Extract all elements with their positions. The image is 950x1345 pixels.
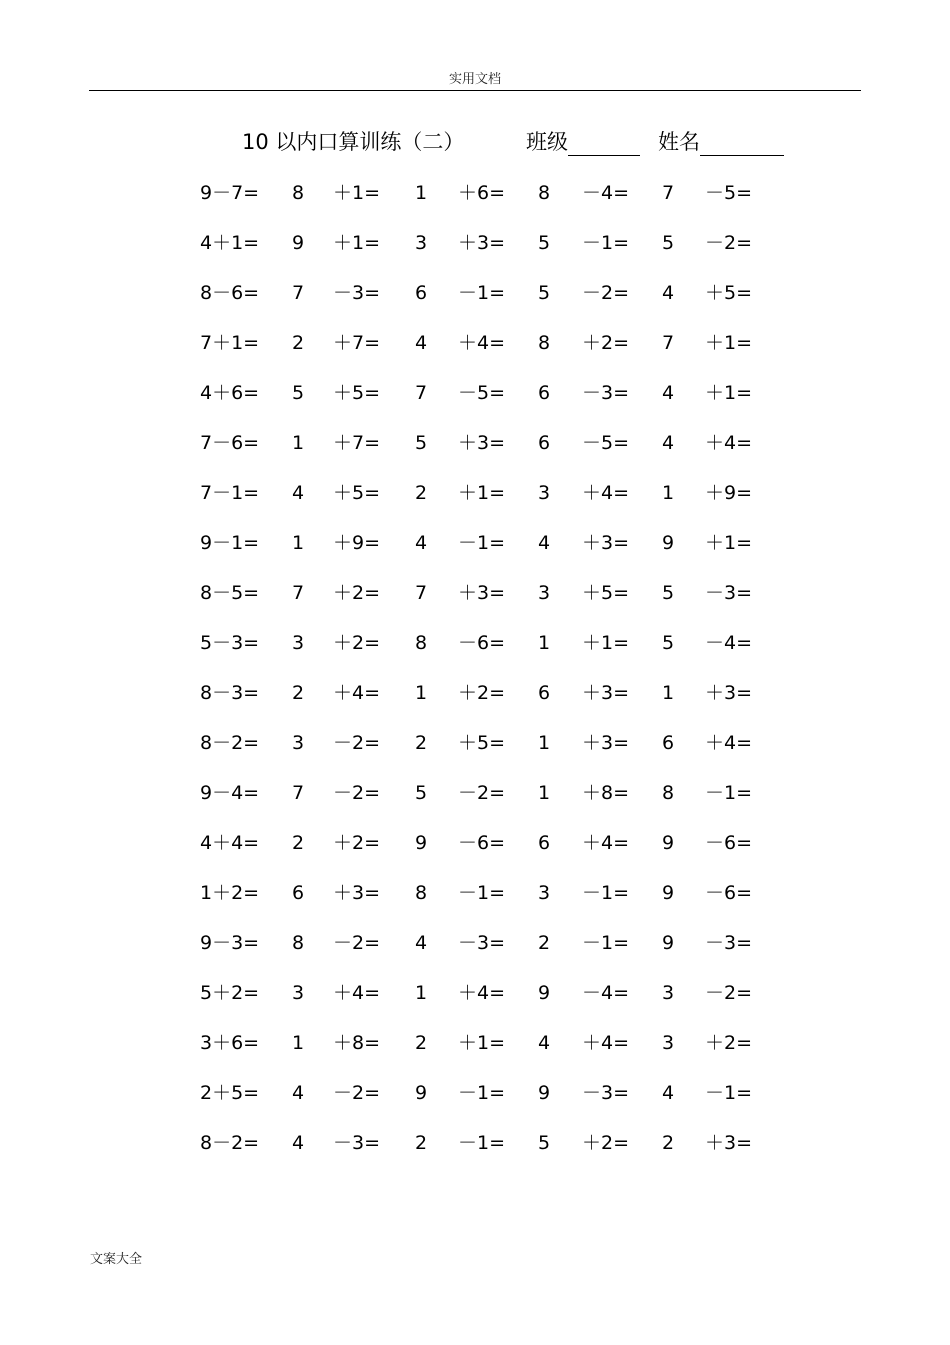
exercise-cell: 8: [662, 782, 675, 804]
class-blank-line: [568, 129, 640, 156]
exercise-cell: 8－5=: [200, 582, 260, 604]
exercise-cell: －6=: [705, 882, 753, 904]
exercise-cell: 7: [292, 282, 305, 304]
exercise-cell: ＋4=: [333, 682, 381, 704]
exercise-cell: 5: [415, 432, 428, 454]
exercise-cell: 2: [292, 832, 305, 854]
exercise-cell: －3=: [705, 932, 753, 954]
exercise-row: [0, 1078, 950, 1108]
exercise-cell: 1: [662, 482, 675, 504]
exercise-cell: 5: [415, 782, 428, 804]
exercise-row: [0, 378, 950, 408]
exercise-cell: 8－6=: [200, 282, 260, 304]
exercise-cell: 8: [415, 632, 428, 654]
exercise-cell: 4: [662, 432, 675, 454]
exercise-cell: 5: [292, 382, 305, 404]
exercise-cell: 7: [292, 782, 305, 804]
exercise-cell: －1=: [458, 282, 506, 304]
exercise-cell: －4=: [582, 182, 630, 204]
page-footer: 文案大全: [90, 1252, 143, 1267]
exercise-cell: 7: [662, 332, 675, 354]
exercise-cell: 4: [415, 332, 428, 354]
exercise-cell: 1: [415, 982, 428, 1004]
exercise-cell: ＋5=: [705, 282, 753, 304]
exercise-cell: ＋1=: [705, 382, 753, 404]
exercise-cell: －1=: [705, 1082, 753, 1104]
exercise-cell: ＋2=: [458, 682, 506, 704]
exercise-row: [0, 628, 950, 658]
exercise-cell: 7: [415, 382, 428, 404]
exercise-cell: －4=: [582, 982, 630, 1004]
exercise-cell: 9: [538, 982, 551, 1004]
exercise-cell: 6: [538, 382, 551, 404]
exercise-cell: 1: [415, 682, 428, 704]
exercise-cell: ＋4=: [582, 1032, 630, 1054]
exercise-cell: 6: [292, 882, 305, 904]
exercise-cell: －4=: [705, 632, 753, 654]
exercise-cell: ＋3=: [333, 882, 381, 904]
exercise-cell: 5＋2=: [200, 982, 260, 1004]
exercise-cell: 2: [538, 932, 551, 954]
exercise-cell: －2=: [333, 782, 381, 804]
exercise-row: [0, 928, 950, 958]
exercise-cell: ＋5=: [333, 382, 381, 404]
exercise-cell: －3=: [582, 382, 630, 404]
exercise-cell: －3=: [705, 582, 753, 604]
exercise-cell: 1: [538, 632, 551, 654]
exercise-cell: 8－2=: [200, 732, 260, 754]
exercise-cell: 2: [292, 682, 305, 704]
exercise-cell: 2: [415, 482, 428, 504]
exercise-cell: 5: [538, 282, 551, 304]
exercise-cell: －6=: [458, 832, 506, 854]
exercise-row: [0, 1028, 950, 1058]
exercise-cell: ＋1=: [582, 632, 630, 654]
exercise-cell: 4: [662, 1082, 675, 1104]
exercise-cell: ＋2=: [333, 632, 381, 654]
exercise-cell: 8－2=: [200, 1132, 260, 1154]
exercise-cell: 3: [292, 632, 305, 654]
exercise-cell: －2=: [705, 982, 753, 1004]
exercise-cell: －1=: [582, 932, 630, 954]
exercise-cell: 5: [662, 632, 675, 654]
exercise-cell: 5－3=: [200, 632, 260, 654]
exercise-cell: －5=: [582, 432, 630, 454]
exercise-cell: 9: [292, 232, 305, 254]
exercise-cell: ＋6=: [458, 182, 506, 204]
exercise-cell: 5: [538, 1132, 551, 1154]
exercise-cell: －6=: [705, 832, 753, 854]
exercise-cell: ＋2=: [333, 582, 381, 604]
exercise-cell: ＋4=: [458, 332, 506, 354]
exercise-cell: ＋7=: [333, 332, 381, 354]
exercise-cell: 9: [662, 882, 675, 904]
exercise-cell: 9: [662, 932, 675, 954]
exercise-cell: 8: [538, 332, 551, 354]
exercise-cell: 5: [538, 232, 551, 254]
exercise-cell: 7: [662, 182, 675, 204]
exercise-cell: ＋3=: [705, 682, 753, 704]
exercise-cell: 8: [292, 182, 305, 204]
exercise-cell: 5: [662, 232, 675, 254]
exercise-cell: 9－4=: [200, 782, 260, 804]
exercise-cell: ＋9=: [333, 532, 381, 554]
exercise-cell: 8－3=: [200, 682, 260, 704]
exercise-cell: 3: [415, 232, 428, 254]
exercise-cell: ＋9=: [705, 482, 753, 504]
exercise-cell: ＋1=: [458, 482, 506, 504]
exercise-cell: ＋3=: [458, 432, 506, 454]
worksheet-title: 10 以内口算训练（二）: [242, 130, 465, 154]
exercise-cell: 4＋1=: [200, 232, 260, 254]
exercise-cell: －1=: [582, 882, 630, 904]
exercise-cell: 7－1=: [200, 482, 260, 504]
exercise-row: [0, 328, 950, 358]
exercise-cell: 4: [538, 1032, 551, 1054]
exercise-cell: ＋1=: [705, 332, 753, 354]
exercise-cell: 5: [662, 582, 675, 604]
exercise-cell: ＋3=: [458, 582, 506, 604]
exercise-cell: 1: [662, 682, 675, 704]
exercise-row: [0, 878, 950, 908]
exercise-cell: 6: [662, 732, 675, 754]
exercise-cell: 3＋6=: [200, 1032, 260, 1054]
exercise-row: [0, 428, 950, 458]
exercise-cell: ＋2=: [333, 832, 381, 854]
exercise-row: [0, 478, 950, 508]
exercise-cell: 1: [415, 182, 428, 204]
exercise-cell: 1＋2=: [200, 882, 260, 904]
exercise-cell: －3=: [333, 1132, 381, 1154]
exercise-cell: 9: [662, 832, 675, 854]
exercise-cell: 4: [662, 382, 675, 404]
exercise-cell: 1: [538, 732, 551, 754]
exercise-cell: 3: [538, 482, 551, 504]
exercise-cell: 6: [538, 682, 551, 704]
exercise-cell: －1=: [458, 1082, 506, 1104]
page-header: 实用文档: [448, 72, 501, 87]
exercise-cell: 9－3=: [200, 932, 260, 954]
exercise-cell: 3: [662, 1032, 675, 1054]
exercise-row: [0, 528, 950, 558]
exercise-cell: 7－6=: [200, 432, 260, 454]
exercise-cell: 2: [415, 1132, 428, 1154]
exercise-cell: －1=: [458, 1132, 506, 1154]
exercise-cell: 1: [538, 782, 551, 804]
exercise-cell: 4: [538, 532, 551, 554]
exercise-cell: ＋7=: [333, 432, 381, 454]
exercise-cell: 2: [292, 332, 305, 354]
exercise-cell: 9: [415, 832, 428, 854]
exercise-cell: 8: [415, 882, 428, 904]
exercise-cell: 6: [538, 832, 551, 854]
exercise-cell: ＋5=: [458, 732, 506, 754]
exercise-cell: ＋3=: [705, 1132, 753, 1154]
exercise-cell: ＋4=: [705, 432, 753, 454]
exercise-cell: ＋1=: [705, 532, 753, 554]
exercise-row: [0, 828, 950, 858]
name-blank-line: [700, 129, 784, 156]
exercise-cell: －2=: [333, 1082, 381, 1104]
exercise-cell: －2=: [458, 782, 506, 804]
exercise-cell: 1: [292, 532, 305, 554]
exercise-cell: 8: [292, 932, 305, 954]
class-field: [526, 128, 640, 156]
exercise-cell: －2=: [705, 232, 753, 254]
exercise-cell: 9－1=: [200, 532, 260, 554]
exercise-cell: 4: [292, 1132, 305, 1154]
exercise-cell: 9－7=: [200, 182, 260, 204]
exercise-cell: 3: [538, 882, 551, 904]
exercise-cell: 9: [662, 532, 675, 554]
exercise-cell: 4: [292, 1082, 305, 1104]
exercise-cell: 2: [415, 1032, 428, 1054]
exercise-cell: －1=: [582, 232, 630, 254]
exercise-cell: ＋4=: [333, 982, 381, 1004]
class-label: 班级: [526, 130, 568, 154]
exercise-cell: －5=: [705, 182, 753, 204]
exercise-cell: 8: [538, 182, 551, 204]
exercise-row: [0, 1128, 950, 1158]
exercise-cell: 9: [415, 1082, 428, 1104]
exercise-cell: －3=: [582, 1082, 630, 1104]
exercise-cell: －1=: [458, 532, 506, 554]
exercise-cell: ＋1=: [458, 1032, 506, 1054]
exercise-cell: ＋2=: [582, 1132, 630, 1154]
exercise-cell: －2=: [582, 282, 630, 304]
header-divider: [89, 90, 861, 91]
exercise-cell: 4＋4=: [200, 832, 260, 854]
exercise-cell: 6: [415, 282, 428, 304]
exercise-cell: －2=: [333, 932, 381, 954]
exercise-cell: －6=: [458, 632, 506, 654]
exercise-cell: －5=: [458, 382, 506, 404]
exercise-cell: 6: [538, 432, 551, 454]
exercise-row: [0, 778, 950, 808]
exercise-cell: ＋1=: [333, 182, 381, 204]
exercise-cell: ＋3=: [582, 682, 630, 704]
exercise-cell: 4＋6=: [200, 382, 260, 404]
exercise-cell: 7: [415, 582, 428, 604]
exercise-cell: 2: [662, 1132, 675, 1154]
exercise-cell: －3=: [333, 282, 381, 304]
exercise-cell: －3=: [458, 932, 506, 954]
exercise-cell: －1=: [705, 782, 753, 804]
exercise-row: [0, 728, 950, 758]
exercise-cell: 7: [292, 582, 305, 604]
exercise-cell: ＋4=: [582, 482, 630, 504]
exercise-cell: ＋3=: [582, 732, 630, 754]
name-label: 姓名: [658, 130, 700, 154]
exercise-cell: 2: [415, 732, 428, 754]
exercise-cell: 9: [538, 1082, 551, 1104]
exercise-cell: 3: [292, 732, 305, 754]
exercise-cell: ＋2=: [582, 332, 630, 354]
exercise-cell: ＋8=: [333, 1032, 381, 1054]
name-field: [658, 128, 784, 156]
exercise-row: [0, 278, 950, 308]
exercise-cell: ＋5=: [333, 482, 381, 504]
exercise-cell: ＋2=: [705, 1032, 753, 1054]
exercise-cell: ＋3=: [582, 532, 630, 554]
exercise-row: [0, 178, 950, 208]
exercise-cell: 4: [292, 482, 305, 504]
exercise-row: [0, 578, 950, 608]
exercise-cell: 7＋1=: [200, 332, 260, 354]
exercise-cell: ＋5=: [582, 582, 630, 604]
exercise-row: [0, 678, 950, 708]
exercise-cell: ＋4=: [458, 982, 506, 1004]
exercise-cell: ＋4=: [705, 732, 753, 754]
exercise-row: [0, 978, 950, 1008]
exercise-cell: 3: [292, 982, 305, 1004]
exercise-cell: ＋3=: [458, 232, 506, 254]
exercise-row: [0, 228, 950, 258]
exercise-cell: ＋4=: [582, 832, 630, 854]
exercise-cell: 3: [662, 982, 675, 1004]
exercise-cell: 3: [538, 582, 551, 604]
exercise-cell: －1=: [458, 882, 506, 904]
exercise-cell: 4: [415, 932, 428, 954]
exercise-cell: 1: [292, 1032, 305, 1054]
exercise-cell: 2＋5=: [200, 1082, 260, 1104]
exercise-cell: ＋8=: [582, 782, 630, 804]
exercise-cell: ＋1=: [333, 232, 381, 254]
exercise-cell: 4: [415, 532, 428, 554]
exercise-cell: －2=: [333, 732, 381, 754]
exercise-cell: 1: [292, 432, 305, 454]
exercise-cell: 4: [662, 282, 675, 304]
